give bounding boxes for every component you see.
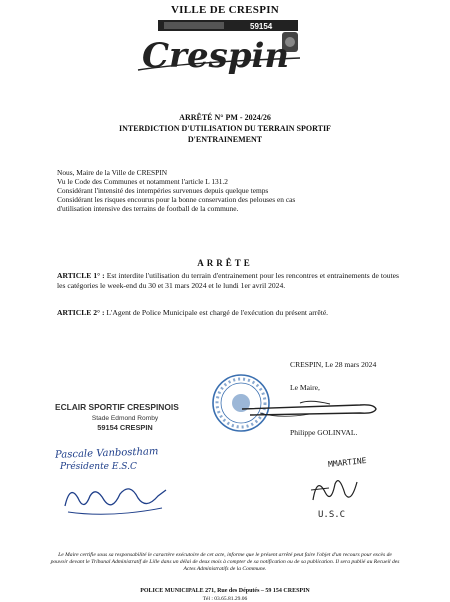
preamble-line: d'utilisation intensive des terrains de football de la commune. xyxy=(57,204,239,213)
article-2-text: L'Agent de Police Municipale est chargé de l'exécution du présent arrêté. xyxy=(106,308,329,317)
preamble-line: Considérant l'intensité des intempéries survenues depuis quelque temps xyxy=(57,186,269,195)
mayor-signature xyxy=(240,395,380,430)
club-handwriting-1: Pascale Vanbostham xyxy=(54,446,159,461)
preamble-line: Vu le Code des Communes et notamment l'article L 131.2 xyxy=(57,177,228,186)
article-1-text: Est interdite l'utilisation du terrain d'entrainement pour les rencontres et entrainements de toutes les catégories le week-end du 30 et 31 mars 2024 et le lundi 1er avril 2024. xyxy=(57,271,399,290)
preamble-line: Considérant les risques encourus pour la bonne conservation des pelouses en cas xyxy=(57,195,296,204)
place-date: CRESPIN, Le 28 mars 2024 xyxy=(290,360,377,369)
decree-title-line2: D'ENTRAINEMENT xyxy=(187,135,263,144)
decree-number: ARRÊTÉ N° PM - 2024/26 xyxy=(179,113,271,122)
usc-handwriting-1: MMARTINE xyxy=(327,456,367,469)
club-stamp-name: ECLAIR SPORTIF CRESPINOIS xyxy=(55,402,179,412)
club-stamp-city: 59154 CRESPIN xyxy=(97,423,153,432)
signature-role: Le Maire, xyxy=(290,383,320,392)
article-2-label: ARTICLE 2° : xyxy=(57,308,105,317)
article-1-label: ARTICLE 1° : xyxy=(57,271,105,280)
club-stamp xyxy=(55,402,195,432)
footer-address: POLICE MUNICIPALE 271, Rue des Députés – 59 154 CRESPIN xyxy=(140,588,310,594)
club-stamp-stadium: Stade Edmond Romby xyxy=(91,415,159,422)
preamble-line: Nous, Maire de la Ville de CRESPIN xyxy=(57,168,168,177)
arrete-heading: ARRÊTE xyxy=(197,258,253,268)
decree-title-line1: INTERDICTION D'UTILISATION DU TERRAIN SPORTIF xyxy=(119,124,331,133)
logo-wordmark: Crespin xyxy=(142,36,290,76)
legal-notice: Le Maire certifie sous sa responsabilité le caractère exécutoire de cet acte, informe que le présent arrêté peut faire l'objet d'un recours pour excès de pouvoir devant le Tribunal Administratif de Lille dans un délai de deux mois à compter de sa notification ou de sa publication. Il sera publié au Recueil des Actes Administratifs de la Commune. xyxy=(50,552,400,572)
logo-postcode: 59154 xyxy=(250,22,273,31)
article-1 xyxy=(57,271,399,291)
city-logo xyxy=(130,18,320,76)
club-handwriting-2: Présidente E.S.C xyxy=(60,462,137,472)
usc-handwriting-2: U.S.C xyxy=(318,510,346,520)
club-signature xyxy=(60,478,170,523)
signature-name: Philippe GOLINVAL. xyxy=(290,428,358,437)
city-header: VILLE DE CRESPIN xyxy=(170,4,280,16)
footer-phone: Tél : 03.65.81.29.06 xyxy=(202,596,248,602)
article-2 xyxy=(57,308,399,318)
usc-signature xyxy=(305,470,365,515)
